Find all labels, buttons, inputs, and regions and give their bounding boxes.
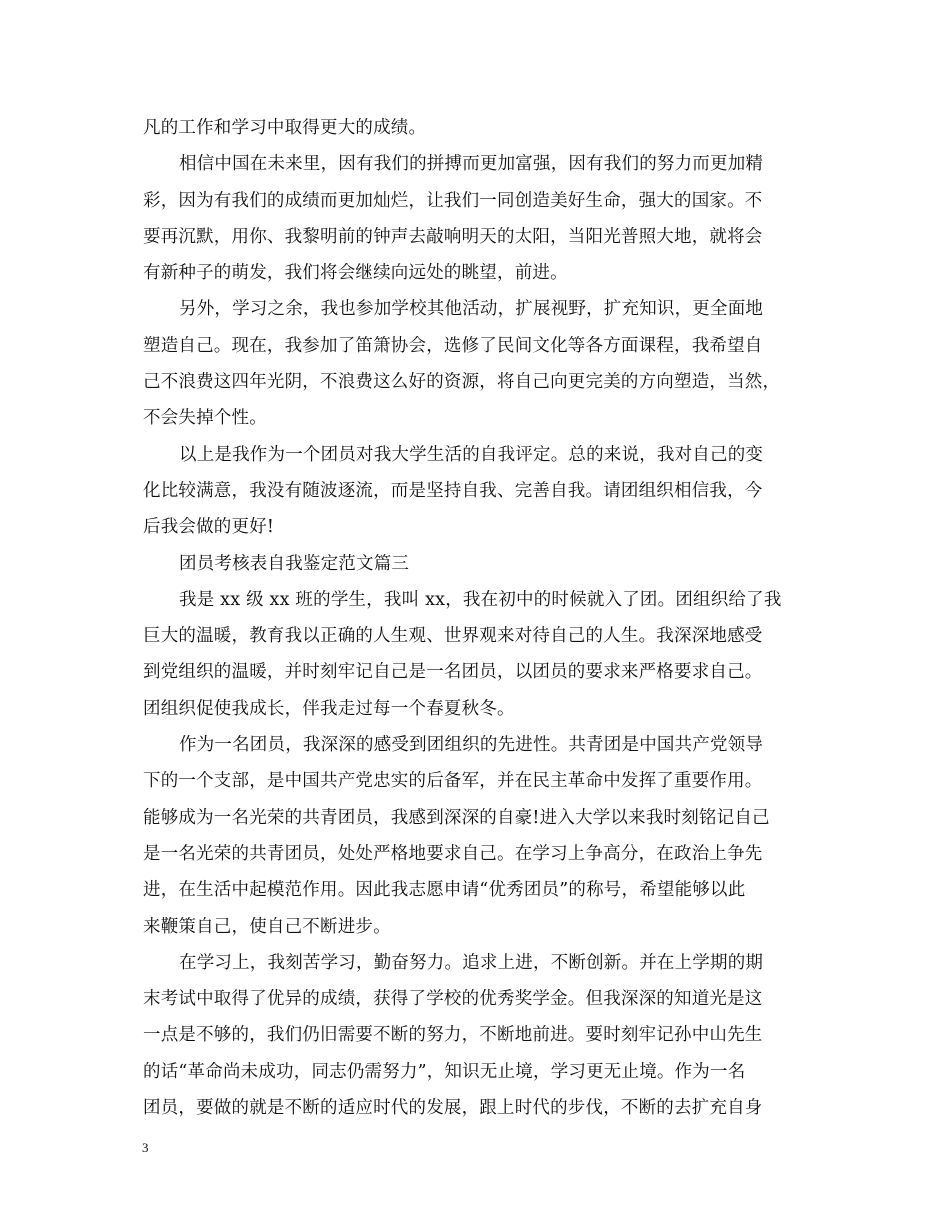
- text-line: 能够成为一名光荣的共青团员，我感到深深的自豪!进入大学以来我时刻铭记自己: [143, 807, 770, 828]
- text-line: 下的一个支部，是中国共产党忠实的后备军，并在民主革命中发挥了重要作用。: [143, 771, 763, 792]
- page-number: 3: [142, 1140, 149, 1155]
- section-heading: 团员考核表自我鉴定范文篇三: [179, 553, 410, 574]
- text-line: 团员，要做的就是不断的适应时代的发展，跟上时代的步伐，不断的去扩充自身: [143, 1098, 763, 1119]
- text-line: 的话“革命尚未成功，同志仍需努力”，知识无止境，学习更无止境。作为一名: [143, 1061, 746, 1082]
- text-line: 彩，因为有我们的成绩而更加灿烂，让我们一同创造美好生命，强大的国家。不: [143, 190, 763, 211]
- text-line: 要再沉默，用你、我黎明前的钟声去敲响明天的太阳，当阳光普照大地，就将会: [143, 226, 763, 247]
- text-line: 塑造自己。现在，我参加了笛箫协会，选修了民间文化等各方面课程，我希望自: [143, 335, 763, 356]
- text-line: 作为一名团员，我深深的感受到团组织的先进性。共青团是中国共产党领导: [179, 735, 764, 756]
- text-line: 团组织促使我成长，伴我走过每一个春夏秋冬。: [143, 698, 515, 719]
- body-text: [143, 110, 811, 1126]
- text-line: 在学习上，我刻苦学习，勤奋努力。追求上进，不断创新。并在上学期的期: [179, 952, 764, 973]
- text-line: 到党组织的温暖，并时刻牢记自己是一名团员，以团员的要求来严格要求自己。: [143, 662, 763, 683]
- text-line: 己不浪费这四年光阴，不浪费这么好的资源，将自己向更完美的方向塑造，当然，: [143, 372, 781, 393]
- text-line: 是一名光荣的共青团员，处处严格地要求自己。在学习上争高分，在政治上争先: [143, 843, 763, 864]
- text-line: 以上是我作为一个团员对我大学生活的自我评定。总的来说，我对自己的变: [179, 444, 764, 465]
- text-line: 化比较满意，我没有随波逐流，而是坚持自我、完善自我。请团组织相信我，今: [143, 480, 763, 501]
- text-line: 一点是不够的，我们仍旧需要不断的努力，不断地前进。要时刻牢记孙中山先生: [143, 1025, 763, 1046]
- text-line: 末考试中取得了优异的成绩，获得了学校的优秀奖学金。但我深深的知道光是这: [143, 989, 763, 1010]
- text-line: 后我会做的更好!: [143, 517, 275, 538]
- text-line: 有新种子的萌发，我们将会继续向远处的眺望，前进。: [143, 263, 568, 284]
- text-line: 凡的工作和学习中取得更大的成绩。: [143, 118, 427, 138]
- text-line: 来鞭策自己，使自己不断进步。: [143, 916, 391, 937]
- text-line: 巨大的温暖，教育我以正确的人生观、世界观来对待自己的人生。我深深地感受: [143, 626, 763, 647]
- text-line: 不会失掉个性。: [143, 408, 267, 429]
- text-line: 另外，学习之余，我也参加学校其他活动，扩展视野，扩充知识，更全面地: [179, 299, 764, 320]
- text-line: 进，在生活中起模范作用。因此我志愿申请“优秀团员”的称号，希望能够以此: [143, 880, 746, 901]
- text-line: 相信中国在未来里，因有我们的拼搏而更加富强，因有我们的努力而更加精: [179, 154, 764, 175]
- text-line: 我是 xx 级 xx 班的学生，我叫 xx，我在初中的时候就入了团。团组织给了我: [179, 589, 782, 610]
